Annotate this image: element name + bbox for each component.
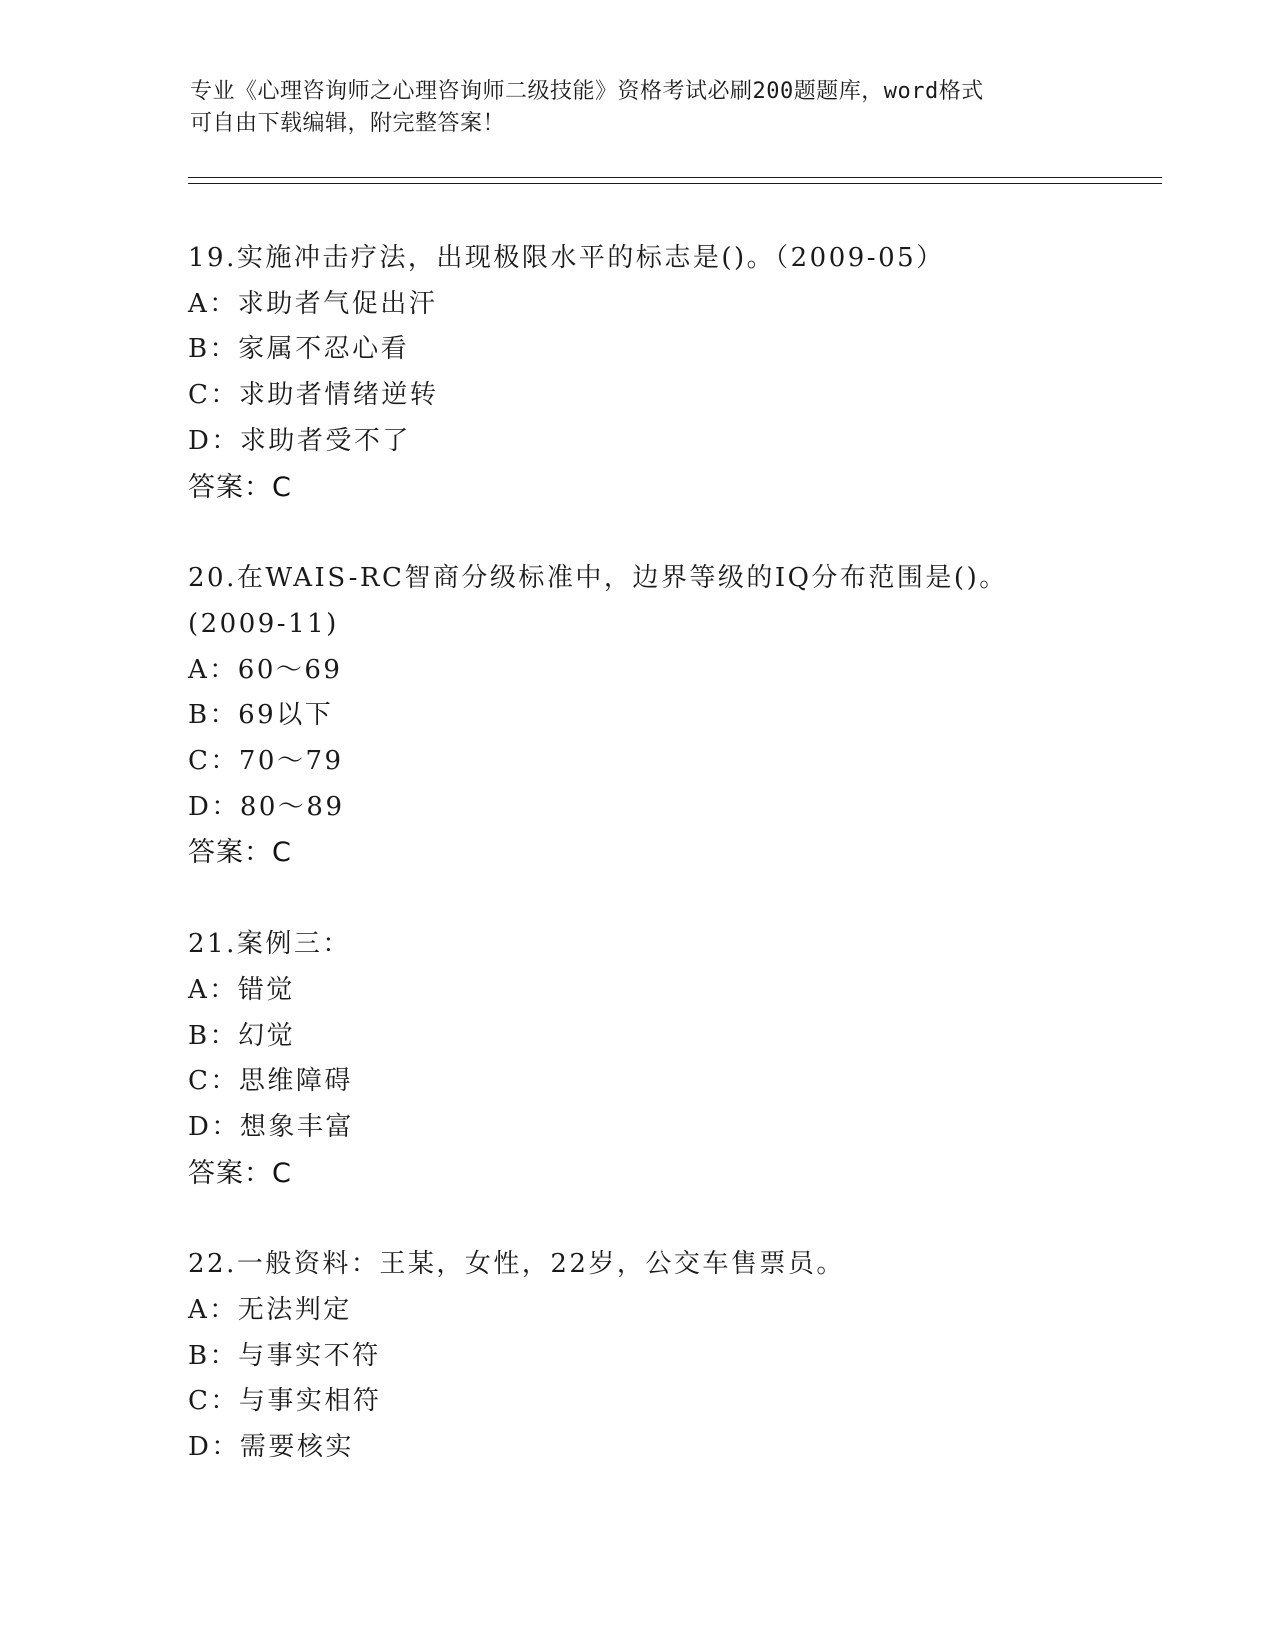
question-20 [188, 556, 1148, 876]
header-divider-top [188, 177, 1162, 178]
question-19 [188, 236, 1148, 510]
option-c: C：思维障碍 [188, 1066, 353, 1097]
option-d: D：求助者受不了 [188, 425, 411, 456]
answer: 答案：C [188, 471, 292, 503]
header-divider-bottom [188, 183, 1162, 184]
header-line-1: 专业《心理咨询师之心理咨询师二级技能》资格考试必刷200题题库，word格式 [190, 79, 984, 104]
option-b: B：与事实不符 [188, 1340, 381, 1371]
question-stem: 20.在WAIS-RC智商分级标准中，边界等级的IQ分布范围是()。 [188, 563, 1008, 594]
option-c: C：70～79 [188, 746, 344, 777]
answer: 答案：C [188, 1157, 292, 1189]
option-b: B：家属不忍心看 [188, 334, 410, 365]
option-a: A：60～69 [188, 654, 343, 685]
question-stem: 19.实施冲击疗法，出现极限水平的标志是()。（2009-05） [188, 243, 945, 273]
option-d: D：想象丰富 [188, 1111, 354, 1142]
document-header [190, 76, 1090, 140]
option-d: D：80～89 [188, 791, 345, 822]
option-b: B：69以下 [188, 700, 334, 731]
question-stem: 21.案例三： [188, 929, 351, 960]
answer: 答案：C [188, 837, 292, 869]
question-21 [188, 922, 1148, 1196]
header-line-2: 可自由下载编辑，附完整答案！ [190, 111, 506, 136]
question-list [188, 236, 1148, 1517]
question-stem: 22.一般资料：王某，女性，22岁，公交车售票员。 [188, 1249, 845, 1280]
option-a: A：无法判定 [188, 1295, 352, 1326]
question-stem-continued: (2009-11) [188, 608, 339, 639]
option-c: C：求助者情绪逆转 [188, 380, 439, 411]
option-b: B：幻觉 [188, 1020, 296, 1051]
option-c: C：与事实相符 [188, 1386, 382, 1417]
option-a: A：错觉 [188, 974, 295, 1005]
option-d: D：需要核实 [188, 1432, 354, 1463]
option-a: A：求助者气促出汗 [188, 288, 438, 319]
question-22 [188, 1242, 1148, 1471]
